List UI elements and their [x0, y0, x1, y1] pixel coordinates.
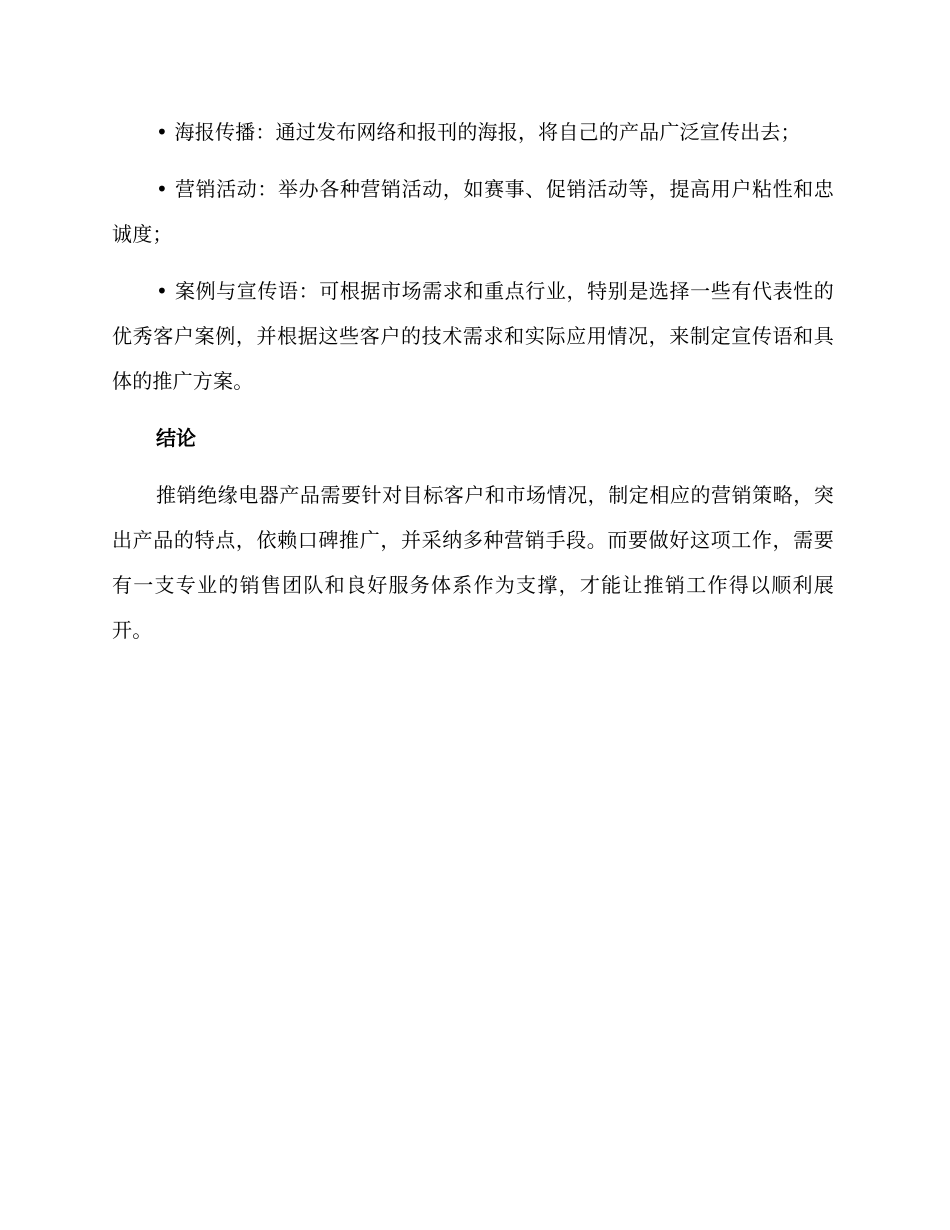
document-page [112, 110, 834, 653]
bullet-marketing-activities: • 营销活动：举办各种营销活动，如赛事、促销活动等，提高用户粘性和忠诚度； [112, 177, 834, 246]
conclusion-paragraph: 推销绝缘电器产品需要针对目标客户和市场情况，制定相应的营销策略，突出产品的特点，依赖口碑推广，并采纳多种营销手段。而要做好这项工作，需要有一支专业的销售团队和良好服务体系作为支撑，才能让推销工作得以顺利展开。 [112, 483, 834, 642]
bullet-poster-promotion: • 海报传播：通过发布网络和报刊的海报，将自己的产品广泛宣传出去； [156, 120, 801, 144]
conclusion-heading: 结论 [156, 426, 196, 450]
bullet-cases-and-slogans: • 案例与宣传语：可根据市场需求和重点行业，特别是选择一些有代表性的优秀客户案例，并根据这些客户的技术需求和实际应用情况，来制定宣传语和具体的推广方案。 [112, 279, 834, 393]
